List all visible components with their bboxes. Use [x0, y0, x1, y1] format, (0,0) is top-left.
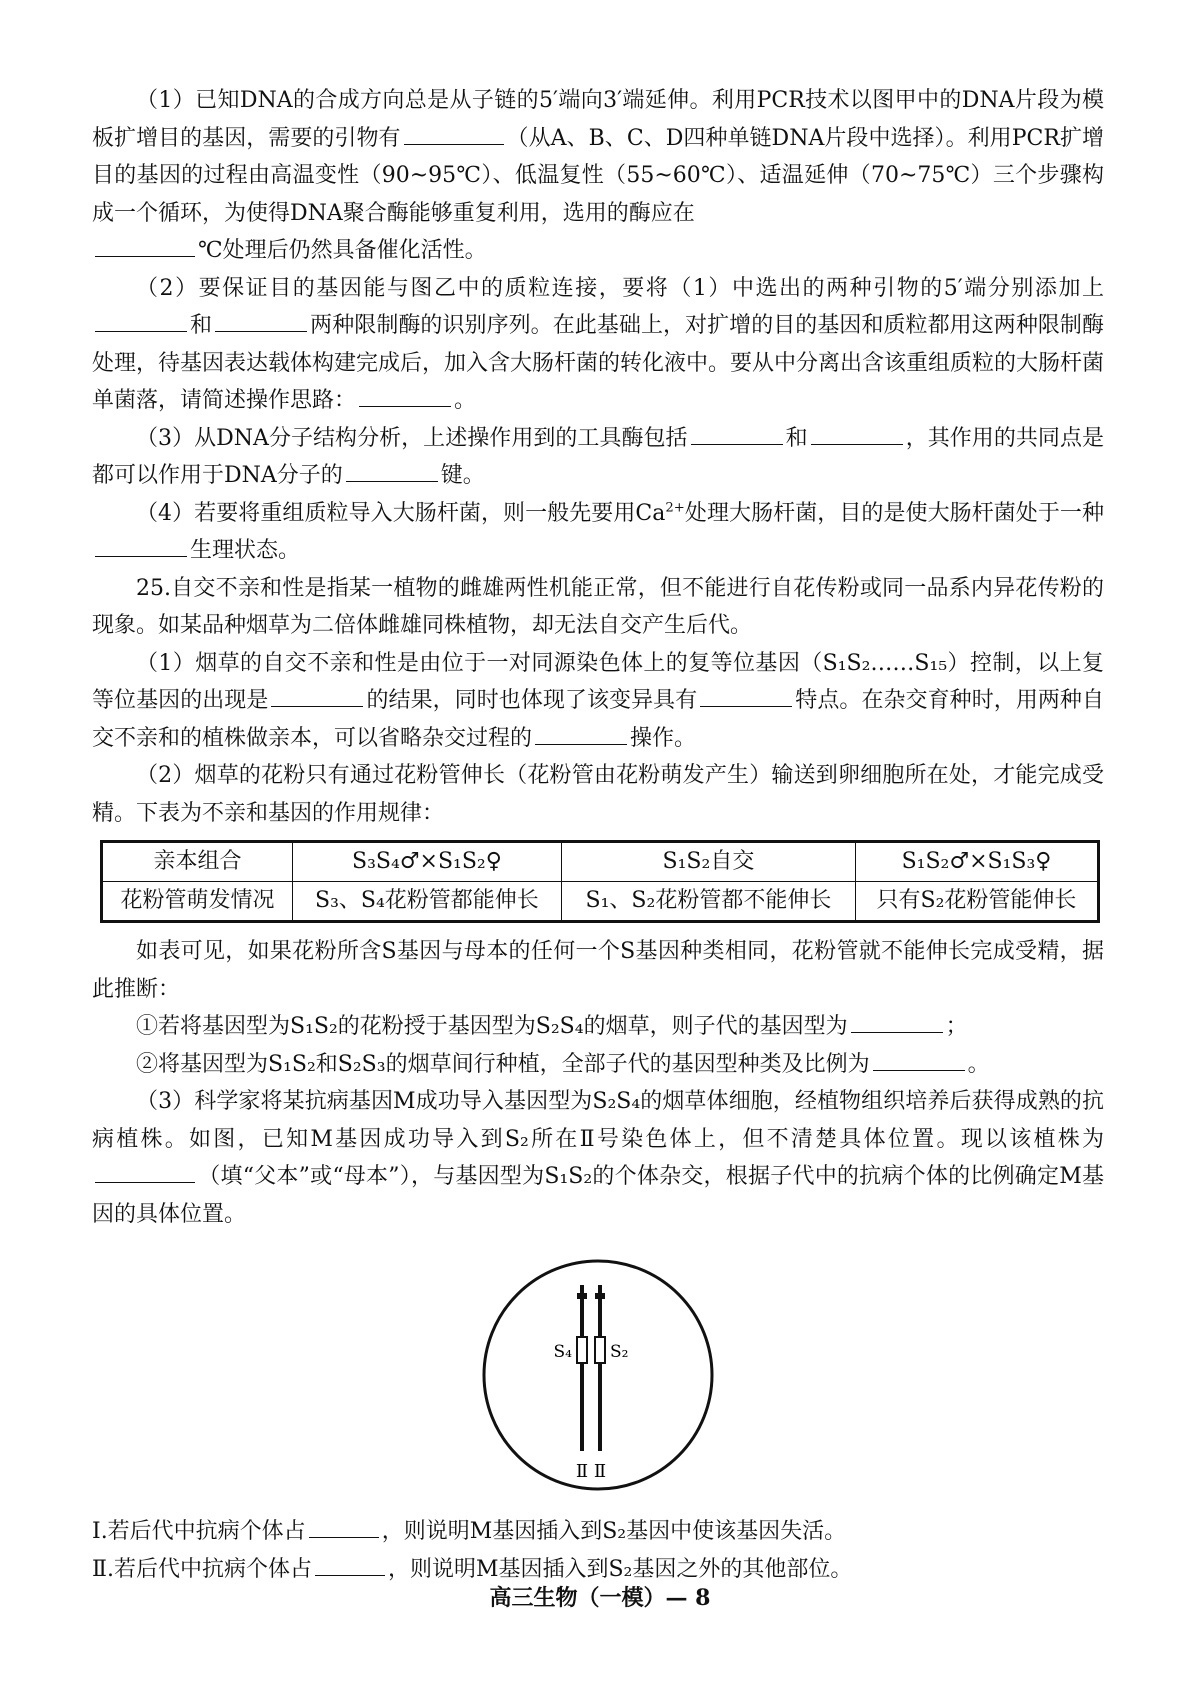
table-cell: 只有S₂花粉管能伸长 [855, 882, 1098, 922]
centromere-left [577, 1293, 587, 1299]
q25-c1-punct: ； [945, 1014, 968, 1039]
answer-blank[interactable] [271, 683, 363, 707]
q25-p3-text-b: （填“父本”或“母本”），与基因型为S₁S₂的个体杂交，根据子代中的抗病个体的比例确定M基因的具体位置。 [92, 1164, 1104, 1227]
q24-p2-text-c: 两种限制酶的识别序列。在此基础上，对扩增的目的基因和质粒都用这两种限制酶处理，待基因表达载体构建完成后，加入含大肠杆菌的转化液中。要从中分离出含该重组质粒的大肠杆菌单菌落，请简述操作思路： [92, 313, 1105, 413]
answer-blank[interactable] [95, 233, 195, 257]
table-row [102, 882, 1099, 922]
q25-outcome-i [92, 1513, 1104, 1551]
table-cell: 亲本组合 [102, 842, 293, 882]
q24-p1-text-a: （1）已知DNA的合成方向总是从子链的5′端向3′端延伸。利用PCR技术以图甲中的DNA片段为模板扩增目的基因，需要的引物有 [92, 88, 1104, 151]
q24-part3 [92, 420, 1104, 495]
answer-blank[interactable] [215, 308, 307, 332]
q25-ii-text-a: Ⅱ.若后代中抗病个体占 [92, 1556, 312, 1582]
q25-part1 [92, 645, 1104, 758]
q25-p1-text-a: （1）烟草的自交不亲和性是由位于一对同源染色体上的复等位基因（S₁S₂……S₁₅）控制，以上复等位基因的出现是 [92, 650, 1104, 713]
table-cell: S₁S₂自交 [561, 842, 855, 882]
q24-p3-text-c: ，其作用的共同点是都可以作用于DNA分子的 [92, 425, 1104, 488]
answer-blank[interactable] [95, 1159, 195, 1183]
q25-ii-text-b: ，则说明M基因插入到S₂基因之外的其他部位。 [387, 1556, 853, 1582]
gene-locus-left [577, 1337, 587, 1363]
q24-part1 [92, 82, 1104, 270]
q25-part2: （2）烟草的花粉只有通过花粉管伸长（花粉管由花粉萌发产生）输送到卵细胞所在处，才能完成受精。下表为不亲和基因的作用规律： [92, 763, 1104, 826]
q24-p3-text-d: 键。 [440, 463, 485, 488]
answer-blank[interactable] [346, 458, 438, 482]
q24-p2-text-a: （2）要保证目的基因能与图乙中的质粒连接，要将（1）中选出的两种引物的5′端分别添加上 [136, 275, 1104, 301]
q24-p2-text-d: 。 [454, 388, 477, 413]
q24-p4-text-b: 处理大肠杆菌，目的是使大肠杆菌处于一种 [684, 500, 1104, 526]
q24-p4-text-c: 生理状态。 [190, 538, 301, 563]
q25-part3 [92, 1083, 1104, 1233]
table-cell: S₁S₂♂×S₁S₃♀ [855, 842, 1098, 882]
q25-c2-text: ②将基因型为S₁S₂和S₂S₃的烟草间行种植，全部子代的基因型种类及比例为 [136, 1051, 870, 1077]
q24-p1-text-b: （从A、B、C、D四种单链DNA片段中选择）。利用PCR扩增目的基因的过程由高温变性（90~95℃）、低温复性（55~60℃）、适温延伸（70~75℃）三个步骤构成一个循环，为使得DNA聚合酶能够重复利用，选用的酶应在 [92, 125, 1104, 226]
chromosome-label-right: Ⅱ [593, 1461, 607, 1482]
q24-p1-text-c: ℃处理后仍然具备催化活性。 [198, 238, 487, 263]
gene-label-s4: S₄ [553, 1342, 572, 1362]
q25-p1-text-b: 的结果，同时也体现了该变异具有 [366, 688, 698, 713]
ca-charge: 2+ [665, 500, 685, 516]
q25-inference-2 [92, 1046, 1104, 1084]
answer-blank[interactable] [309, 1514, 379, 1538]
answer-blank[interactable] [873, 1046, 965, 1070]
answer-blank[interactable] [359, 383, 451, 407]
q25-c1-text: ①若将基因型为S₁S₂的花粉授于基因型为S₂S₄的烟草，则子代的基因型为 [136, 1014, 848, 1039]
table-cell: S₃、S₄花粉管都能伸长 [292, 882, 561, 922]
q25-p1-text-d: 操作。 [630, 725, 697, 751]
q24-part4 [92, 495, 1104, 570]
answer-blank[interactable] [851, 1009, 943, 1033]
answer-blank[interactable] [95, 308, 187, 332]
answer-blank[interactable] [315, 1551, 385, 1575]
table-cell: S₁、S₂花粉管都不能伸长 [561, 882, 855, 922]
answer-blank[interactable] [700, 683, 792, 707]
gene-locus-right [595, 1337, 605, 1363]
q24-p3-text-b: 和 [785, 425, 808, 451]
answer-blank[interactable] [811, 420, 903, 444]
q25-i-text-b: ，则说明M基因插入到S₂基因中使该基因失活。 [381, 1519, 847, 1544]
chromosome-label-left: Ⅱ [575, 1461, 589, 1482]
incompatibility-table [100, 840, 1100, 923]
page-footer: 高三生物（一模）— 8 [489, 1585, 711, 1611]
gene-label-s2: S₂ [610, 1342, 629, 1362]
q25-table-conclusion: 如表可见，如果花粉所含S基因与母本的任何一个S基因种类相同，花粉管就不能伸长完成受精，据此推断： [92, 939, 1104, 1002]
answer-blank[interactable] [404, 120, 504, 144]
q24-p2-text-b: 和 [190, 313, 213, 338]
answer-blank[interactable] [95, 533, 187, 557]
answer-blank[interactable] [691, 420, 783, 444]
table-cell: S₃S₄♂×S₁S₂♀ [292, 842, 561, 882]
table-row [102, 842, 1099, 882]
chromosome-figure [478, 1255, 718, 1495]
q25-p3-text-a: （3）科学家将某抗病基因M成功导入基因型为S₂S₄的烟草体细胞，经植物组织培养后获得成熟的抗病植株。如图，已知M基因成功导入到S₂所在Ⅱ号染色体上，但不清楚具体位置。现以该植株为 [92, 1089, 1104, 1152]
q25-intro: 25.自交不亲和性是指某一植物的雌雄两性机能正常，但不能进行自花传粉或同一品系内异花传粉的现象。如某品种烟草为二倍体雌雄同株植物，却无法自交产生后代。 [92, 575, 1104, 638]
centromere-right [595, 1293, 605, 1299]
q24-p3-text-a: （3）从DNA分子结构分析，上述操作用到的工具酶包括 [136, 425, 688, 451]
q25-inference-1 [92, 1008, 1104, 1046]
q25-p1-text-c: 特点。在杂交育种时，用两种自交不亲和的植株做亲本，可以省略杂交过程的 [92, 688, 1104, 751]
q25-c2-punct: 。 [967, 1051, 990, 1077]
q24-part2 [92, 270, 1104, 420]
q25-i-text-a: Ⅰ.若后代中抗病个体占 [92, 1519, 306, 1544]
answer-blank[interactable] [535, 720, 627, 744]
table-cell: 花粉管萌发情况 [102, 882, 293, 922]
q24-p4-text-a: （4）若要将重组质粒导入大肠杆菌，则一般先要用Ca [136, 500, 666, 526]
